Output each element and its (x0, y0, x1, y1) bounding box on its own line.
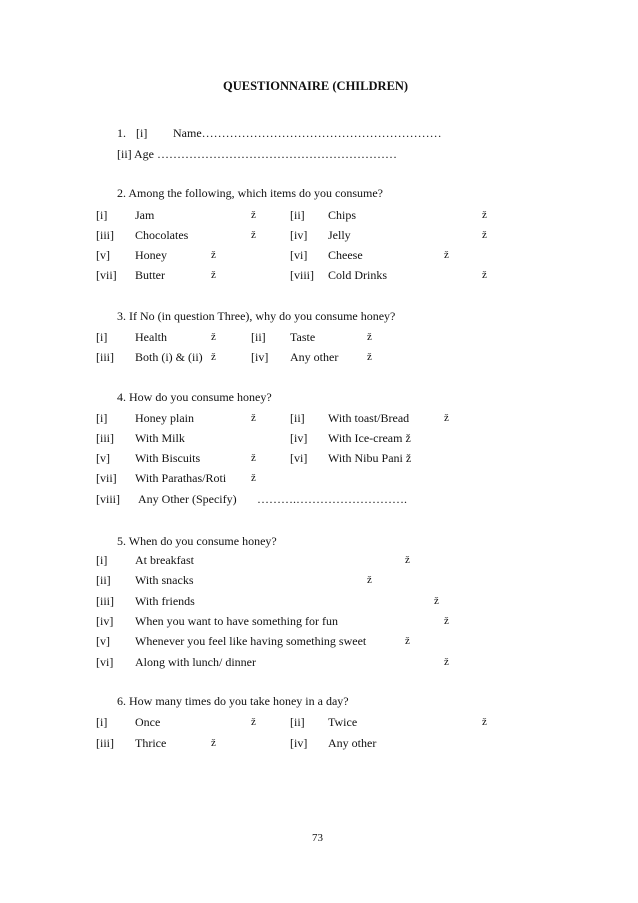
option-text: With toast/Bread (328, 411, 410, 425)
option-text: Both (i) & (ii) (135, 350, 203, 364)
checkbox-icon[interactable]: ž (444, 656, 449, 668)
option-text: Honey (135, 248, 167, 262)
option-label: [viii] (96, 492, 120, 506)
option-text: Whenever you feel like having something sweet (135, 634, 367, 648)
option-text: Cheese (328, 248, 363, 262)
option-text: Health (135, 330, 167, 344)
option-label: [iv] (290, 736, 308, 750)
question-6: 6. How many times do you take honey in a day? (117, 694, 349, 708)
option-label: [vi] (96, 655, 114, 669)
option-label: [vi] (290, 248, 308, 262)
question-2: 2. Among the following, which items do you consume? (117, 186, 383, 200)
option-label: [v] (96, 634, 110, 648)
option-text: With Parathas/Roti (135, 471, 227, 485)
checkbox-icon[interactable]: ž (444, 412, 449, 424)
option-text: With Biscuits (135, 451, 201, 465)
option-label: [iv] (251, 350, 269, 364)
option-label: [iv] (290, 228, 308, 242)
option-label: [ii] (290, 208, 305, 222)
option-label: [iii] (96, 736, 114, 750)
name-field[interactable]: Name…………………………………………………… (173, 126, 442, 140)
option-label: [i] (96, 330, 108, 344)
checkbox-icon[interactable]: ž (251, 412, 256, 424)
option-label: [ii] (290, 411, 305, 425)
question-4: 4. How do you consume honey? (117, 390, 272, 404)
option-label: [i] (96, 553, 108, 567)
question-3: 3. If No (in question Three), why do you consume honey? (117, 309, 396, 323)
option-label: [v] (96, 248, 110, 262)
option-label: [i] (96, 715, 108, 729)
checkbox-icon[interactable]: ž (444, 615, 449, 627)
page-title: QUESTIONNAIRE (CHILDREN) (223, 79, 409, 93)
option-text: Any other (328, 736, 377, 750)
option-text[interactable]: With Nibu Pani ž (328, 451, 412, 465)
checkbox-icon[interactable]: ž (211, 269, 216, 281)
checkbox-icon[interactable]: ž (367, 351, 372, 363)
specify-field[interactable]: ……….………………………. (257, 492, 407, 506)
checkbox-icon[interactable]: ž (251, 209, 256, 221)
option-text: Twice (328, 715, 358, 729)
checkbox-icon[interactable]: ž (482, 209, 487, 221)
checkbox-icon[interactable]: ž (482, 229, 487, 241)
option-label: [vi] (290, 451, 308, 465)
checkbox-icon[interactable]: ž (405, 554, 410, 566)
option-label: [ii] (251, 330, 266, 344)
option-text: Cold Drinks (328, 268, 388, 282)
checkbox-icon[interactable]: ž (367, 331, 372, 343)
checkbox-icon[interactable]: ž (434, 595, 439, 607)
option-label: [vii] (96, 471, 117, 485)
option-text[interactable]: With Ice-cream ž (328, 431, 411, 445)
option-label: [i] (96, 208, 108, 222)
option-text: With friends (135, 594, 195, 608)
checkbox-icon[interactable]: ž (251, 472, 256, 484)
option-label: [iii] (96, 350, 114, 364)
option-label: [vii] (96, 268, 117, 282)
option-label: [iii] (96, 594, 114, 608)
checkbox-icon[interactable]: ž (251, 452, 256, 464)
q1-number: 1. (117, 126, 126, 140)
option-text: Any other (290, 350, 339, 364)
option-label: [ii] (96, 573, 111, 587)
checkbox-icon[interactable]: ž (405, 635, 410, 647)
option-text: With Milk (135, 431, 185, 445)
option-text: Jam (135, 208, 155, 222)
option-text: Honey plain (135, 411, 194, 425)
option-label: [i] (96, 411, 108, 425)
checkbox-icon[interactable]: ž (482, 269, 487, 281)
option-text: At breakfast (135, 553, 194, 567)
option-text: Taste (290, 330, 316, 344)
checkbox-icon[interactable]: ž (251, 229, 256, 241)
option-text: Chips (328, 208, 357, 222)
checkbox-icon[interactable]: ž (211, 331, 216, 343)
option-text: Chocolates (135, 228, 189, 242)
option-label: [ii] (290, 715, 305, 729)
option-text: With snacks (135, 573, 194, 587)
option-label: [v] (96, 451, 110, 465)
option-text: Butter (135, 268, 165, 282)
age-field[interactable]: [ii] Age …………………………………………………… (117, 147, 397, 161)
option-text: Thrice (135, 736, 167, 750)
checkbox-icon[interactable]: ž (482, 716, 487, 728)
checkbox-icon[interactable]: ž (251, 716, 256, 728)
option-label: [viii] (290, 268, 314, 282)
option-label: [iii] (96, 431, 114, 445)
option-text: Once (135, 715, 161, 729)
page-number: 73 (312, 832, 323, 844)
option-label: [iv] (96, 614, 114, 628)
checkbox-icon[interactable]: ž (211, 351, 216, 363)
option-text: When you want to have something for fun (135, 614, 338, 628)
checkbox-icon[interactable]: ž (211, 737, 216, 749)
checkbox-icon[interactable]: ž (211, 249, 216, 261)
checkbox-icon[interactable]: ž (367, 574, 372, 586)
option-text: Jelly (328, 228, 351, 242)
checkbox-icon[interactable]: ž (444, 249, 449, 261)
question-5: 5. When do you consume honey? (117, 534, 277, 548)
option-text: Any Other (Specify) (138, 492, 237, 506)
option-text: Along with lunch/ dinner (135, 655, 256, 669)
q1-part-label: [i] (136, 126, 148, 140)
option-label: [iii] (96, 228, 114, 242)
option-label: [iv] (290, 431, 308, 445)
